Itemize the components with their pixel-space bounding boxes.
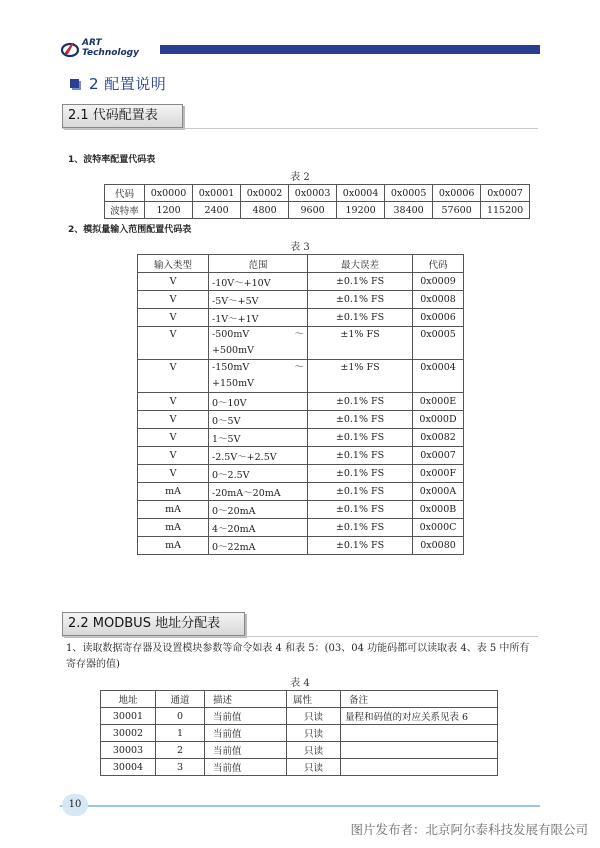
table-row xyxy=(138,411,464,429)
table-cell: V xyxy=(138,291,209,309)
table-cell: 0～22mA xyxy=(209,537,308,555)
range-low: -500mV xyxy=(212,329,250,340)
table-cell: 0x0006 xyxy=(413,309,464,327)
table-cell: 当前值 xyxy=(205,725,287,742)
subsection-2-2-rule xyxy=(62,636,538,637)
logo-line-1: ART xyxy=(82,38,102,48)
table-cell: 当前值 xyxy=(205,759,287,776)
table-cell: ±1% FS xyxy=(308,360,413,393)
table-cell: 只读 xyxy=(287,759,341,776)
table-cell: mA xyxy=(138,501,209,519)
table-cell: 0～20mA xyxy=(209,501,308,519)
table-header-cell: 代码 xyxy=(413,255,464,273)
table-cell: V xyxy=(138,447,209,465)
table-cell: V xyxy=(138,360,209,393)
page-number: 10 xyxy=(62,794,88,816)
table-cell: 0x0000 xyxy=(145,185,193,202)
table-cell: 只读 xyxy=(287,708,341,725)
table-cell: 0x0082 xyxy=(413,429,464,447)
table-cell: ±0.1% FS xyxy=(308,483,413,501)
section-heading xyxy=(70,72,166,94)
table-cell: 9600 xyxy=(289,202,337,219)
table-cell: 0～5V xyxy=(209,411,308,429)
table-cell: 0x0003 xyxy=(289,185,337,202)
table-cell: 1200 xyxy=(145,202,193,219)
logo-text xyxy=(82,38,139,58)
table-header-cell: 输入类型 xyxy=(138,255,209,273)
table-header-row xyxy=(101,691,498,708)
table-header-cell: 通道 xyxy=(156,691,205,708)
table-cell: V xyxy=(138,465,209,483)
table-cell: 0x0004 xyxy=(337,185,385,202)
table-cell: 0 xyxy=(156,708,205,725)
table-cell: mA xyxy=(138,483,209,501)
table-cell: 0x000F xyxy=(413,465,464,483)
subsection-2-1-title: 2.1 代码配置表 xyxy=(62,104,183,128)
table-cell: 1 xyxy=(156,725,205,742)
logo-swoosh-icon xyxy=(60,40,82,58)
table-cell: 0x000C xyxy=(413,519,464,537)
table-cell: 57600 xyxy=(433,202,481,219)
table-row xyxy=(105,185,530,202)
table-header-cell: 属性 xyxy=(287,691,341,708)
table-cell: 30001 xyxy=(101,708,156,725)
table-cell: V xyxy=(138,273,209,291)
table-row xyxy=(138,447,464,465)
table-row xyxy=(101,708,498,725)
table-cell: -10V～+10V xyxy=(209,273,308,291)
table-cell: ±1% FS xyxy=(308,327,413,360)
table-cell: 1～5V xyxy=(209,429,308,447)
table-cell: 0x000B xyxy=(413,501,464,519)
modbus-paragraph: 1、读取数据寄存器及设置模块参数等命令如表 4 和表 5：(03、04 功能码都可以读取表 4、表 5 中所有寄存器的值) xyxy=(66,643,530,670)
table-cell: 只读 xyxy=(287,742,341,759)
table-row xyxy=(138,273,464,291)
table-header-cell: 最大误差 xyxy=(308,255,413,273)
table-cell: mA xyxy=(138,519,209,537)
table-row xyxy=(138,327,464,360)
table-cell: ±0.1% FS xyxy=(308,393,413,411)
input-range-table xyxy=(137,254,464,555)
modbus-address-table xyxy=(100,690,498,776)
table-2-caption: 表 2 xyxy=(290,172,310,183)
baud-rate-table xyxy=(104,184,530,219)
table-cell: 代码 xyxy=(105,185,145,202)
table-cell xyxy=(209,327,308,360)
table-cell: 当前值 xyxy=(205,708,287,725)
range-high: +150mV xyxy=(212,378,254,389)
range-table-heading: 2、模拟量输入范围配置代码表 xyxy=(68,225,192,235)
table-header-cell: 范围 xyxy=(209,255,308,273)
range-high: +500mV xyxy=(212,345,254,356)
table-cell: 0x000D xyxy=(413,411,464,429)
table-cell xyxy=(341,725,498,742)
table-cell: 0x0002 xyxy=(241,185,289,202)
table-cell: ±0.1% FS xyxy=(308,411,413,429)
table-row xyxy=(101,759,498,776)
table-cell: ±0.1% FS xyxy=(308,501,413,519)
table-cell: V xyxy=(138,393,209,411)
table-cell xyxy=(209,360,308,393)
table-cell: 0x0001 xyxy=(193,185,241,202)
table-cell: 0x0007 xyxy=(413,447,464,465)
subsection-2-2-title: 2.2 MODBUS 地址分配表 xyxy=(62,612,245,636)
art-technology-logo xyxy=(60,40,160,60)
table-cell: V xyxy=(138,327,209,360)
table-cell: ±0.1% FS xyxy=(308,465,413,483)
table-cell: 只读 xyxy=(287,725,341,742)
table-cell: V xyxy=(138,309,209,327)
table-cell: 0x0005 xyxy=(413,327,464,360)
table-cell: -1V～+1V xyxy=(209,309,308,327)
table-cell: 0～10V xyxy=(209,393,308,411)
table-cell: 当前值 xyxy=(205,742,287,759)
table-row xyxy=(101,725,498,742)
table-cell: 量程和码值的对应关系见表 6 xyxy=(341,708,498,725)
table-cell: 0x000E xyxy=(413,393,464,411)
table-header-cell: 备注 xyxy=(341,691,498,708)
table-cell xyxy=(341,759,498,776)
table-cell: 0x0006 xyxy=(433,185,481,202)
table-cell xyxy=(341,742,498,759)
table-cell: ±0.1% FS xyxy=(308,273,413,291)
square-bullet-icon xyxy=(70,79,79,88)
table-cell: 30004 xyxy=(101,759,156,776)
range-low: -150mV xyxy=(212,362,250,373)
range-sep: ～ xyxy=(294,362,304,373)
table-row xyxy=(138,501,464,519)
table-cell: ±0.1% FS xyxy=(308,537,413,555)
table-3-caption: 表 3 xyxy=(290,242,310,253)
table-cell: mA xyxy=(138,537,209,555)
header-bar xyxy=(160,45,540,54)
table-cell: 2 xyxy=(156,742,205,759)
table-cell: -20mA～20mA xyxy=(209,483,308,501)
table-row xyxy=(138,537,464,555)
table-row xyxy=(138,393,464,411)
publisher-watermark: 图片发布者：北京阿尔泰科技发展有限公司 xyxy=(350,822,588,837)
range-sep: ～ xyxy=(294,329,304,340)
table-cell: 4800 xyxy=(241,202,289,219)
table-row xyxy=(138,483,464,501)
table-cell: V xyxy=(138,411,209,429)
table-cell: 30003 xyxy=(101,742,156,759)
table-cell: -2.5V～+2.5V xyxy=(209,447,308,465)
table-row xyxy=(138,519,464,537)
logo-line-2: Technology xyxy=(82,48,139,58)
subsection-2-1-rule xyxy=(62,128,538,129)
table-header-row xyxy=(138,255,464,273)
table-row xyxy=(138,309,464,327)
table-cell: 0x0008 xyxy=(413,291,464,309)
table-cell: ±0.1% FS xyxy=(308,447,413,465)
table-cell: 0x0004 xyxy=(413,360,464,393)
table-cell: 0x0005 xyxy=(385,185,433,202)
table-cell: 38400 xyxy=(385,202,433,219)
table-cell: 115200 xyxy=(481,202,530,219)
table-row xyxy=(138,360,464,393)
section-title-text: 2 配置说明 xyxy=(89,74,167,93)
table-cell: 0～2.5V xyxy=(209,465,308,483)
baud-table-heading: 1、波特率配置代码表 xyxy=(68,155,156,165)
table-cell: 19200 xyxy=(337,202,385,219)
table-cell: ±0.1% FS xyxy=(308,429,413,447)
table-cell: 0x0080 xyxy=(413,537,464,555)
table-cell: 2400 xyxy=(193,202,241,219)
table-cell: 0x0009 xyxy=(413,273,464,291)
table-cell: 30002 xyxy=(101,725,156,742)
footer-rule xyxy=(60,805,540,807)
table-row xyxy=(138,429,464,447)
page-header xyxy=(0,0,600,64)
table-4-caption: 表 4 xyxy=(290,678,310,689)
table-cell: -5V～+5V xyxy=(209,291,308,309)
table-row xyxy=(138,465,464,483)
table-row xyxy=(101,742,498,759)
table-cell: 4～20mA xyxy=(209,519,308,537)
table-cell: 波特率 xyxy=(105,202,145,219)
table-cell: ±0.1% FS xyxy=(308,309,413,327)
table-cell: ±0.1% FS xyxy=(308,291,413,309)
table-header-cell: 描述 xyxy=(205,691,287,708)
table-cell: 3 xyxy=(156,759,205,776)
table-cell: ±0.1% FS xyxy=(308,519,413,537)
table-cell: 0x0007 xyxy=(481,185,530,202)
table-cell: 0x000A xyxy=(413,483,464,501)
table-cell: V xyxy=(138,429,209,447)
table-row xyxy=(138,291,464,309)
table-header-cell: 地址 xyxy=(101,691,156,708)
table-row xyxy=(105,202,530,219)
